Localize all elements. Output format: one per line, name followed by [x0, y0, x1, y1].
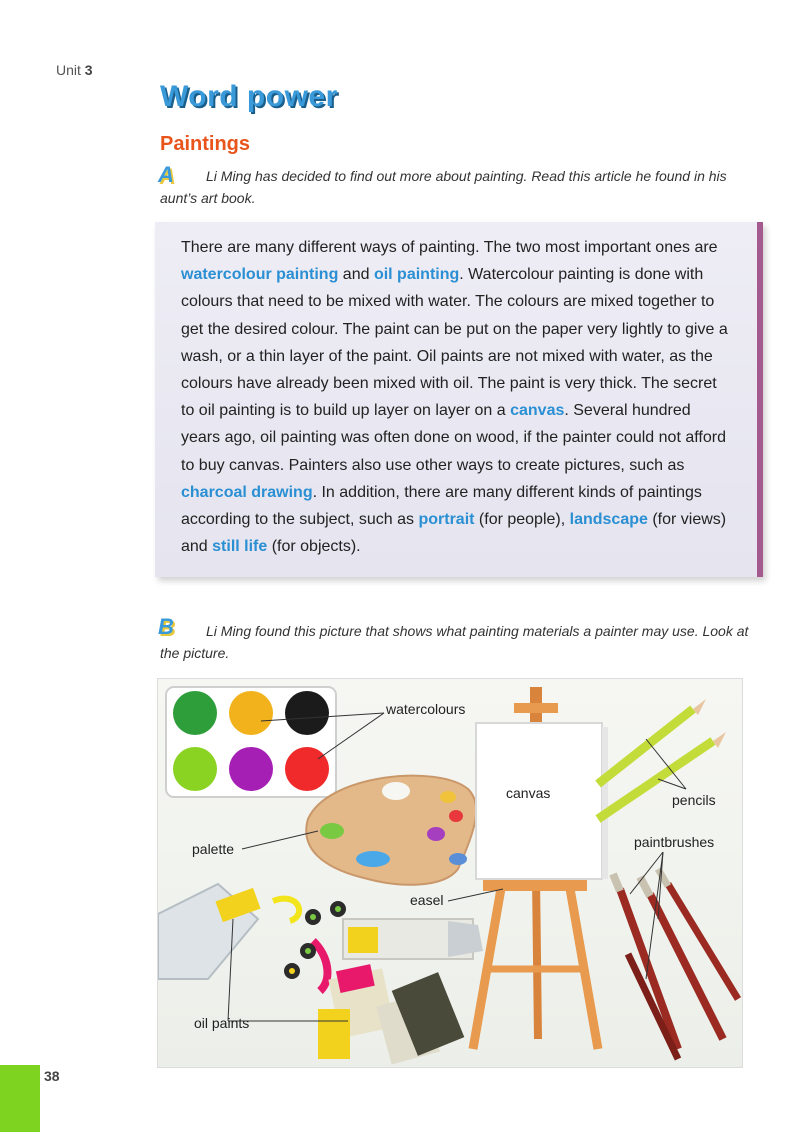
article-text-segment: (for objects).	[267, 538, 361, 556]
article-keyword: watercolour painting	[181, 266, 339, 284]
label-paintbrushes: paintbrushes	[634, 834, 715, 850]
label-watercolours: watercolours	[386, 701, 466, 717]
article-keyword: canvas	[510, 402, 565, 420]
article-text-segment: (for people),	[474, 511, 570, 529]
materials-illustration	[158, 679, 742, 1067]
label-pencils: pencils	[672, 792, 716, 808]
article-box	[155, 222, 763, 577]
article-keyword: oil painting	[373, 266, 460, 284]
watercolour-pan-yellow	[229, 691, 273, 735]
watercolour-pan-lime	[173, 747, 217, 791]
article-text-segment: . Watercolour painting is done with colours that need to be mixed with water. The colours are mixed together to get the desired colour. The paint can be put on the paper very lightly to give a wash, or a thin layer of the paint. Oil paints are not mixed with water, as the colours have already been mixed with oil. The paint is very thick. The secret to oil painting is to build up layer on layer on a	[181, 266, 728, 420]
section-b-badge: B	[158, 614, 174, 639]
page-title: Word power	[160, 80, 338, 113]
watercolour-pan-purple	[229, 747, 273, 791]
label-oil-paints: oil paints	[194, 1015, 250, 1031]
watercolour-pan-black	[285, 691, 329, 735]
article-text	[181, 234, 731, 560]
section-heading: Paintings	[160, 133, 251, 155]
article-text-segment: . Several hundred years ago, oil painting was often done on wood, if the painter could not afford to buy canvas. Painters also use other ways to create pictures, such as	[181, 402, 726, 474]
article-text-segment: . In addition, there are many different kinds of paintings according to the subject, such as	[181, 483, 702, 529]
section-a-badge: A	[158, 162, 174, 187]
page-number-bar	[0, 1065, 40, 1132]
article-keyword: charcoal drawing	[181, 483, 313, 501]
label-canvas: canvas	[506, 785, 551, 801]
article-keyword: portrait	[418, 511, 475, 529]
unit-number: 3	[84, 62, 93, 78]
unit-label-text: Unit	[56, 62, 81, 78]
canvas-shape	[476, 723, 608, 879]
label-palette: palette	[192, 841, 235, 857]
painting-materials-picture	[157, 678, 743, 1068]
watercolour-pan-red	[285, 747, 329, 791]
article-text-segment: and	[338, 266, 374, 284]
section-a-instruction: Li Ming has decided to find out more about painting. Read this article he found in his aunt’s art book.	[160, 168, 727, 206]
unit-label	[56, 62, 93, 78]
watercolour-pan-green	[173, 691, 217, 735]
page-number: 38	[44, 1068, 60, 1084]
paintbrushes-shape	[613, 869, 738, 1059]
article-text-segment: There are many different ways of painting. The two most important ones are	[181, 239, 718, 256]
article-keyword: still life	[212, 538, 268, 556]
watercolour-tray	[166, 687, 336, 797]
article-keyword: landscape	[569, 511, 648, 529]
oil-paints-shape	[158, 884, 483, 1064]
article-text-segment: (for views) and	[181, 511, 727, 556]
section-b-instruction: Li Ming found this picture that shows what painting materials a painter may use. Look at the picture.	[160, 623, 749, 661]
label-easel: easel	[410, 892, 444, 908]
